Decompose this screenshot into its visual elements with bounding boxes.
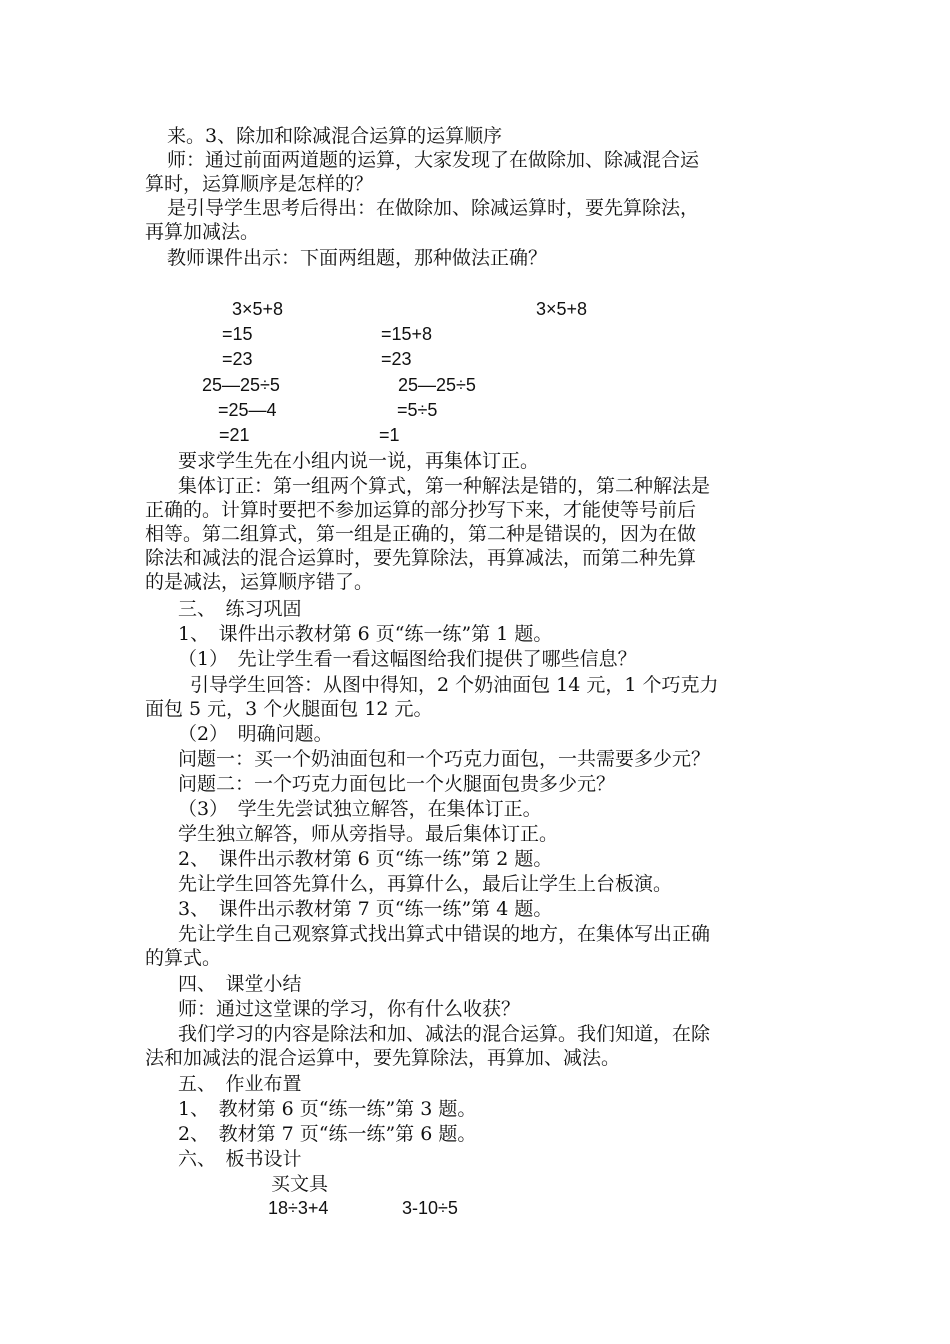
- math-step: =15: [222, 324, 253, 344]
- list-item: 2、 课件出示教材第 6 页“练一练”第 2 题。: [178, 848, 553, 870]
- list-item: （3） 学生先尝试独立解答，在集体订正。: [178, 798, 542, 820]
- math-expression: 3×5+8: [232, 299, 284, 319]
- math-step: =23: [381, 349, 412, 369]
- math-expression: 3×5+8: [536, 299, 588, 319]
- paragraph-line: 引导学生回答：从图中得知，2 个奶油面包 14 元，1 个巧克力: [190, 674, 719, 696]
- list-item: 3、 课件出示教材第 7 页“练一练”第 4 题。: [178, 898, 553, 920]
- section-heading: 六、 板书设计: [178, 1148, 302, 1170]
- list-item: 1、 教材第 6 页“练一练”第 3 题。: [178, 1098, 477, 1120]
- math-step: =5÷5: [397, 400, 438, 420]
- math-step: =1: [379, 425, 400, 445]
- section-heading: 三、 练习巩固: [178, 598, 302, 620]
- paragraph-line: 集体订正：第一组两个算式，第一种解法是错的，第二种解法是: [178, 475, 711, 497]
- list-item: 1、 课件出示教材第 6 页“练一练”第 1 题。: [178, 623, 553, 645]
- paragraph-line: 法和加减法的混合运算中，要先算除法，再算加、减法。: [145, 1047, 621, 1069]
- math-step: =15+8: [381, 324, 433, 344]
- section-heading: 五、 作业布置: [178, 1073, 302, 1095]
- list-item: （2） 明确问题。: [178, 723, 333, 745]
- paragraph-line: 算时，运算顺序是怎样的？: [145, 173, 374, 195]
- paragraph-line: 问题二：一个巧克力面包比一个火腿面包贵多少元？: [178, 773, 616, 795]
- math-expression: 25—25÷5: [202, 375, 280, 395]
- list-item: 2、 教材第 7 页“练一练”第 6 题。: [178, 1123, 477, 1145]
- paragraph-line: 要求学生先在小组内说一说，再集体订正。: [178, 450, 540, 472]
- math-expression: 25—25÷5: [398, 375, 476, 395]
- paragraph-line: 先让学生回答先算什么，再算什么，最后让学生上台板演。: [178, 873, 673, 895]
- math-step: =21: [219, 425, 250, 445]
- paragraph-line: 是引导学生思考后得出：在做除加、除减运算时，要先算除法，: [167, 197, 700, 219]
- math-step: =23: [222, 349, 253, 369]
- paragraph-line: 正确的。计算时要把不参加运算的部分抄写下来，才能使等号前后: [145, 499, 697, 521]
- paragraph-line: 相等。第二组算式，第一组是正确的，第二种是错误的，因为在做: [145, 523, 697, 545]
- paragraph-line: 我们学习的内容是除法和加、减法的混合运算。我们知道，在除: [178, 1023, 711, 1045]
- paragraph-line: 的算式。: [145, 947, 222, 969]
- paragraph-line: 问题一：买一个奶油面包和一个巧克力面包，一共需要多少元？: [178, 748, 711, 770]
- board-title: 买文具: [271, 1173, 329, 1195]
- paragraph-line: 教师课件出示：下面两组题，那种做法正确？: [167, 247, 548, 269]
- board-expression: 3-10÷5: [402, 1198, 458, 1218]
- paragraph-line: 来。3、除加和除减混合运算的运算顺序: [167, 125, 503, 147]
- board-expression: 18÷3+4: [268, 1198, 329, 1218]
- section-heading: 四、 课堂小结: [178, 973, 302, 995]
- paragraph-line: 除法和减法的混合运算时，要先算除法，再算减法，而第二种先算: [145, 547, 697, 569]
- paragraph-line: 师：通过这堂课的学习，你有什么收获？: [178, 998, 521, 1020]
- paragraph-line: 的是减法，运算顺序错了。: [145, 571, 374, 593]
- paragraph-line: 再算加减法。: [145, 221, 260, 243]
- paragraph-line: 面包 5 元，3 个火腿面包 12 元。: [145, 698, 433, 720]
- math-step: =25—4: [218, 400, 277, 420]
- paragraph-line: 学生独立解答，师从旁指导。最后集体订正。: [178, 823, 559, 845]
- paragraph-line: 先让学生自己观察算式找出算式中错误的地方，在集体写出正确: [178, 923, 711, 945]
- list-item: （1） 先让学生看一看这幅图给我们提供了哪些信息？: [178, 648, 637, 670]
- paragraph-line: 师：通过前面两道题的运算，大家发现了在做除加、除减混合运: [167, 149, 700, 171]
